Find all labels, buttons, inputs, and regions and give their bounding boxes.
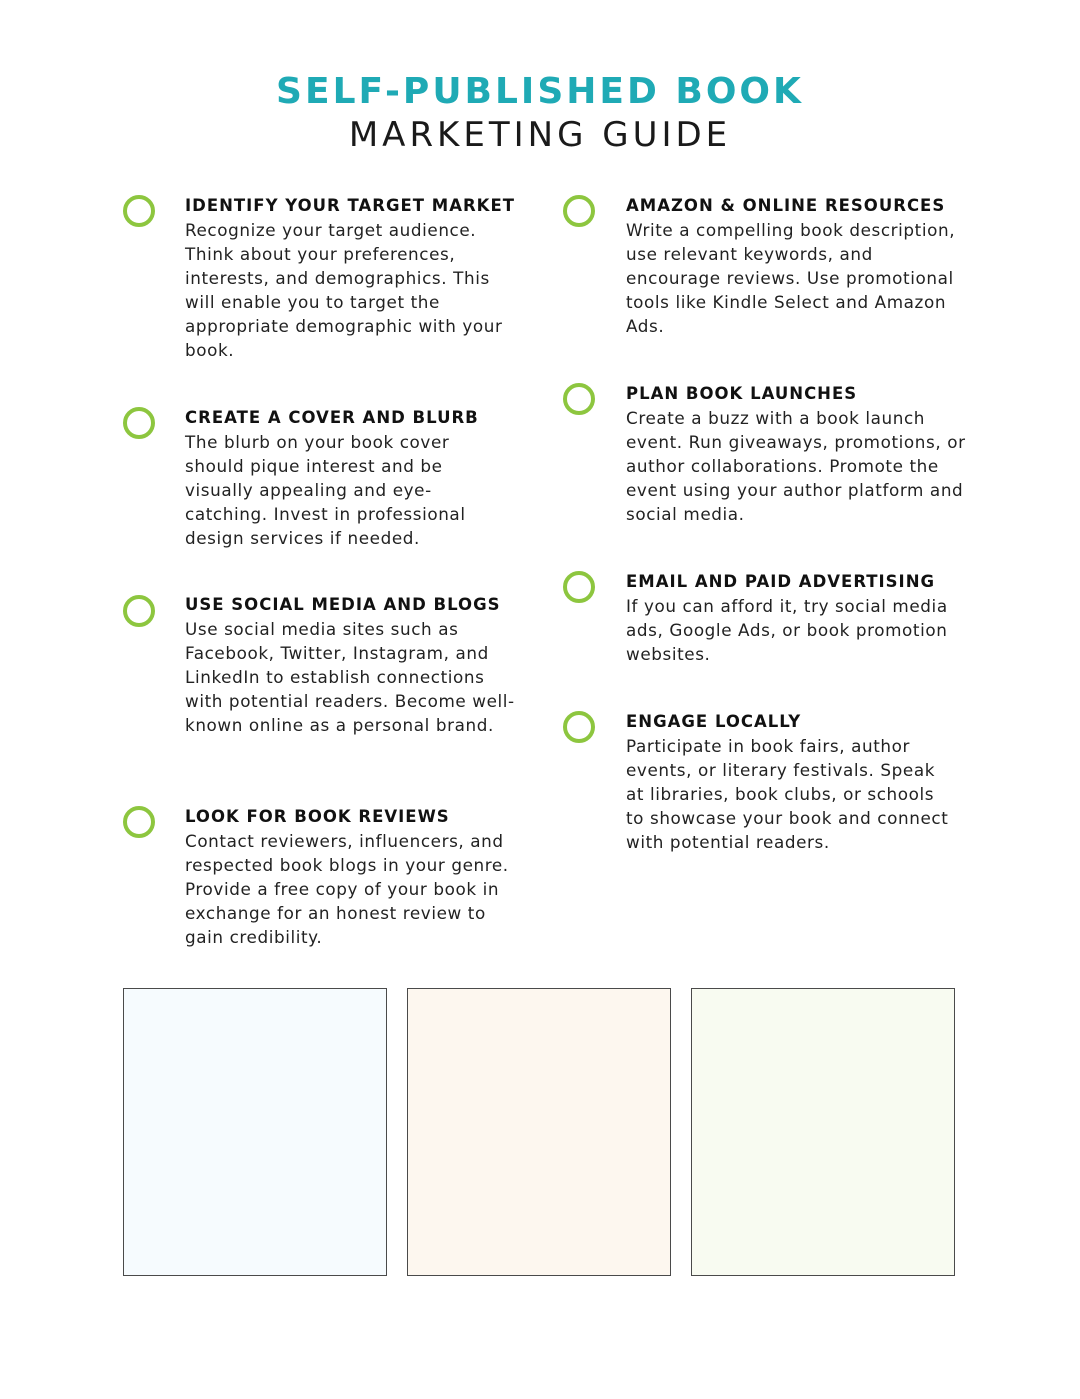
item-title: USE SOCIAL MEDIA AND BLOGS <box>185 595 501 614</box>
note-box-peach <box>407 988 671 1276</box>
item-body: Use social media sites such as Facebook, Twitter, Instagram, and LinkedIn to establish connections with potential readers. Become well-known online as a personal brand. <box>185 619 515 735</box>
circle-bullet-icon <box>563 195 595 227</box>
circle-bullet-icon <box>123 595 155 627</box>
note-box-blue <box>123 988 387 1276</box>
circle-bullet-icon <box>123 195 155 227</box>
item-title: CREATE A COVER AND BLURB <box>185 408 479 427</box>
note-box-green <box>691 988 955 1276</box>
item-title: PLAN BOOK LAUNCHES <box>626 384 858 403</box>
item-title: IDENTIFY YOUR TARGET MARKET <box>185 196 515 215</box>
item-body: Create a buzz with a book launch event. Run giveaways, promotions, or author collaborations. Promote the event using your author platform and social media. <box>626 408 966 524</box>
item-body: Contact reviewers, influencers, and respected book blogs in your genre. Provide a free copy of your book in exchange for an honest review to gain credibility. <box>185 831 509 947</box>
page-subtitle: MARKETING GUIDE <box>348 115 732 155</box>
item-body: Write a compelling book description, use relevant keywords, and encourage reviews. Use promotional tools like Kindle Select and Amazon Ads. <box>626 220 956 336</box>
item-title: ENGAGE LOCALLY <box>626 712 802 731</box>
circle-bullet-icon <box>123 407 155 439</box>
item-body: The blurb on your book cover should pique interest and be visually appealing and eye-catching. Invest in professional design services if needed. <box>185 432 466 548</box>
item-title: EMAIL AND PAID ADVERTISING <box>626 572 936 591</box>
circle-bullet-icon <box>123 806 155 838</box>
item-title: AMAZON & ONLINE RESOURCES <box>626 196 946 215</box>
page-title: SELF-PUBLISHED BOOK <box>276 71 804 112</box>
item-title: LOOK FOR BOOK REVIEWS <box>185 807 450 826</box>
circle-bullet-icon <box>563 571 595 603</box>
circle-bullet-icon <box>563 711 595 743</box>
circle-bullet-icon <box>563 383 595 415</box>
item-body: Participate in book fairs, author events, or literary festivals. Speak at libraries, book clubs, or schools to showcase your book and connect with potential readers. <box>626 736 949 852</box>
item-body: If you can afford it, try social media ads, Google Ads, or book promotion websites. <box>626 596 948 664</box>
item-body: Recognize your target audience. Think about your preferences, interests, and demographics. This will enable you to target the appropriate demographic with your book. <box>185 220 503 360</box>
